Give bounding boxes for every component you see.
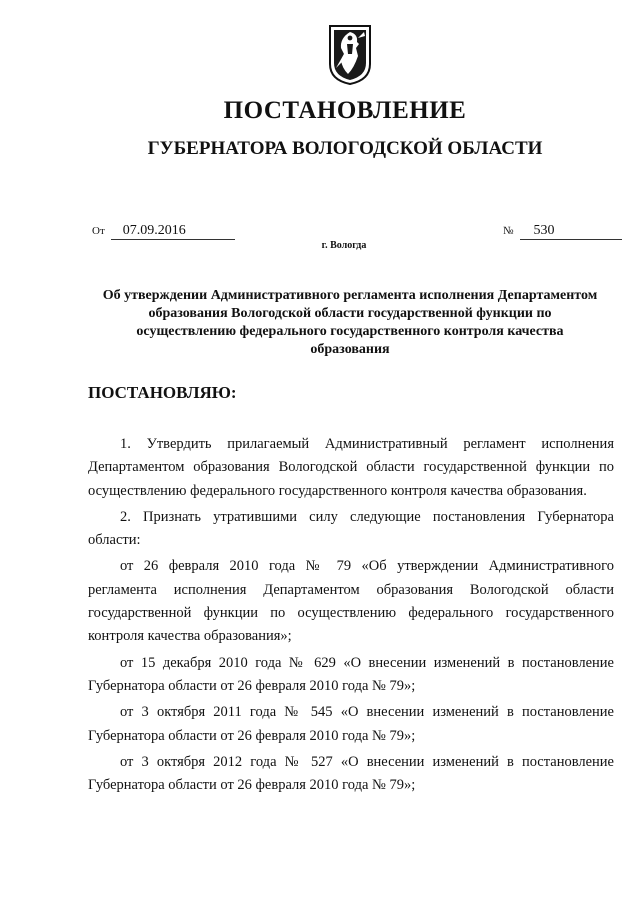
date-prefix: От [92, 225, 105, 237]
body-paragraph: от 3 октября 2012 года № 527 «О внесении изменений в постановление Губернатора области от 26 февраля 2010 года № 79»; [88, 753, 614, 794]
body-paragraph: от 3 октября 2011 года № 545 «О внесении изменений в постановление Губернатора области от 26 февраля 2010 года № 79»; [88, 704, 614, 744]
document-body [88, 433, 614, 797]
body-paragraph: 1. Утвердить прилагаемый Административный регламент исполнения Департаментом образования Вологодской области государственной функции по осуществлению федерального государственного контроля качества образования. [88, 436, 614, 499]
document-city: г. Вологда [321, 240, 367, 251]
coat-of-arms-icon [328, 24, 372, 86]
document-number [503, 222, 622, 240]
document-subtitle: ГУБЕРНАТОРА ВОЛОГОДСКОЙ ОБЛАСТИ [147, 138, 543, 159]
document-subject: Об утверждении Административного регламента исполнения Департаментом образования Вологодской области государственной функции по осуществлению федерального государственного контроля качества образования [102, 288, 598, 357]
decree-word: ПОСТАНОВЛЯЮ: [88, 383, 237, 402]
body-paragraph: от 15 декабря 2010 года № 629 «О внесении изменений в постановление Губернатора области от 26 февраля 2010 года № 79»; [88, 654, 614, 694]
document-title: ПОСТАНОВЛЕНИЕ [223, 97, 467, 124]
document-date [92, 222, 235, 240]
number-prefix: № [503, 225, 514, 237]
body-paragraph: 2. Признать утратившими силу следующие постановления Губернатора области: [88, 508, 614, 549]
number-value: 530 [520, 223, 622, 240]
body-paragraph: от 26 февраля 2010 года № 79 «Об утверждении Административного регламента исполнения Департаментом образования Вологодской области государственной функции по осуществлению федерального государственного контроля качества образования»; [88, 558, 614, 645]
date-value: 07.09.2016 [111, 223, 235, 240]
